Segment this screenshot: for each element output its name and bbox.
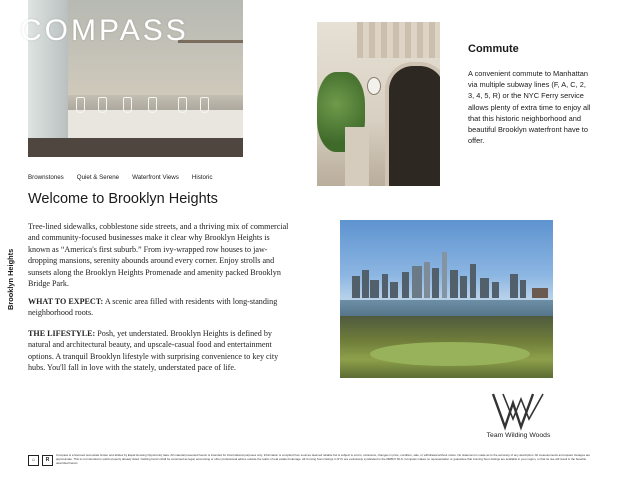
legal-disclaimer: Compass is a licensed real estate broker and abides by Equal Housing Opportunity laws. All material presented herein is intended for informational purposes only. Information is compiled from sources deemed reliable but is subject to errors, omissions, changes in price, condition, sale, or withdrawal without notice. No statement is made as to the accuracy of any description. All measurements and square footages are approximate. This is not intended to solicit property already listed. Nothing herein shall be construed as legal, accounting or other professional advice outside the realm of real estate brokerage. All Coming Soon listings in NYC are exclusively syndicated to the REBNY RLS. Compass makes no representation or guarantee that Coming Soon listings are available in your region, or that its use will result in the benefits described herein. bbox=[56, 453, 591, 465]
compass-logo: COMPASS bbox=[20, 14, 189, 47]
page-title: Welcome to Brooklyn Heights bbox=[28, 191, 218, 207]
lifestyle-paragraph bbox=[28, 328, 290, 374]
realtor-icon: R bbox=[42, 455, 53, 466]
lifestyle-label: THE LIFESTYLE: bbox=[28, 329, 96, 338]
tag-historic: Historic bbox=[191, 174, 213, 181]
footer-icons bbox=[28, 455, 53, 466]
team-logo bbox=[457, 389, 580, 449]
tag-brownstones: Brownstones bbox=[28, 174, 64, 181]
commute-heading: Commute bbox=[468, 43, 519, 55]
ww-monogram-icon bbox=[457, 389, 580, 433]
building-entrance-photo bbox=[317, 22, 440, 186]
what-to-expect-label: WHAT TO EXPECT: bbox=[28, 297, 104, 306]
tag-waterfront-views: Waterfront Views bbox=[132, 174, 179, 181]
intro-paragraph: Tree-lined sidewalks, cobblestone side streets, and a thriving mix of commercial and community-focused businesses make it clear why Brooklyn Heights is known as “America's first suburb.” From ivy-wrapped row houses to jaw-dropping mansions, serenity abounds around every corner. Enjoy strolls and sunsets along the Brooklyn Heights Promenade and amenity packed Brooklyn Bridge Park. bbox=[28, 222, 289, 289]
lifestyle-text: Posh, yet understated. Brooklyn Heights is defined by natural and architectural beauty, and upscale-casual food and entertainment options. A tranquil Brooklyn lifestyle with surprising convenience to key city hubs. You'll fall in love with the stately, understated pace of life. bbox=[28, 329, 279, 373]
team-name: Team Wilding Woods bbox=[486, 432, 551, 439]
commute-description: A convenient commute to Manhattan via multiple subway lines (F, A, C, 2, 3, 4, 5, R) or the NYC Ferry service allows plenty of extra time to enjoy all that this historic neighborhood and beautiful Brooklyn waterfront have to offer. bbox=[468, 69, 591, 146]
feature-tags bbox=[28, 174, 213, 181]
tag-quiet-serene: Quiet & Serene bbox=[76, 174, 120, 181]
what-to-expect-paragraph bbox=[28, 296, 290, 319]
equal-housing-icon: ⌂ bbox=[28, 455, 39, 466]
neighborhood-side-label: Brooklyn Heights bbox=[6, 248, 15, 310]
manhattan-skyline-photo bbox=[340, 220, 553, 378]
what-to-expect-text: A scenic area filled with residents with long-standing neighborhood roots. bbox=[28, 297, 278, 318]
